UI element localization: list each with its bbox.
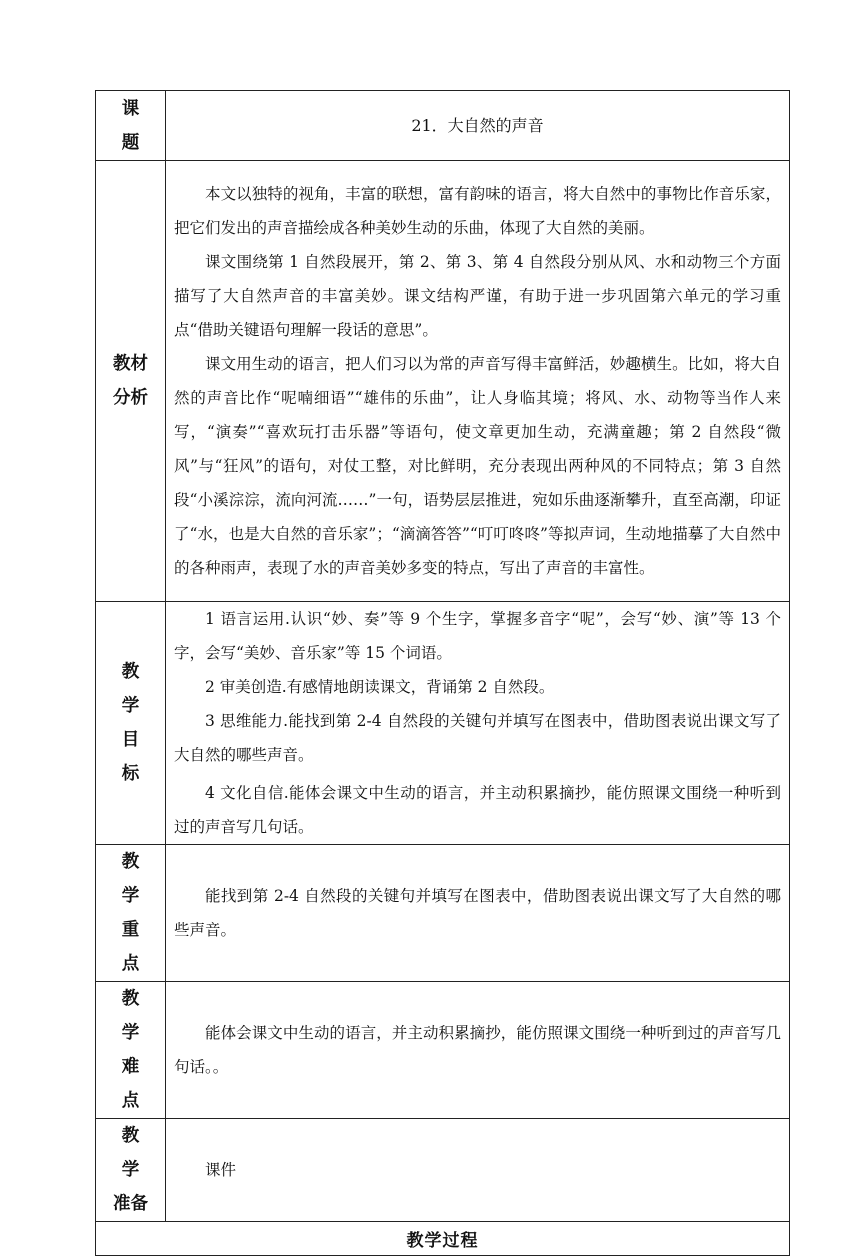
goal-item: 1 语言运用.认识“妙、奏”等 9 个生字，掌握多音字“呢”，会写“妙、演”等 13 个字，会写“美妙、音乐家”等 15 个词语。 bbox=[174, 610, 781, 662]
label-key-points: 教 学 重 点 bbox=[96, 845, 166, 982]
goal-item: 2 审美创造.有感情地朗读课文，背诵第 2 自然段。 bbox=[205, 678, 555, 696]
label-analysis: 教材 分析 bbox=[96, 161, 166, 602]
goal-item: 3 思维能力.能找到第 2-4 自然段的关键句并填写在图表中，借助图表说出课文写了大自然的哪些声音。 bbox=[174, 712, 781, 764]
analysis-content bbox=[166, 161, 790, 602]
lesson-title: 21．大自然的声音 bbox=[166, 91, 790, 161]
row-difficulties bbox=[96, 982, 790, 1119]
row-goals bbox=[96, 602, 790, 845]
analysis-paragraph: 课文用生动的语言，把人们习以为常的声音写得丰富鲜活，妙趣横生。比如，将大自然的声音比作“呢喃细语”“雄伟的乐曲”，让人身临其境；将风、水、动物等当作人来写，“演奏”“喜欢玩打击乐器”等语句，使文章更加生动，充满童趣；第 2 自然段“微风”与“狂风”的语句，对仗工整，对比鲜明，充分表现出两种风的不同特点；第 3 自然段“小溪淙淙，流向河流……”一句，语势层层推进，宛如乐曲逐渐攀升，直至高潮，印证了“水，也是大自然的音乐家”；“滴滴答答”“叮叮咚咚”等拟声词，生动地描摹了大自然中的各种雨声，表现了水的声音美妙多变的特点，写出了声音的丰富性。 bbox=[174, 355, 781, 577]
label-goals: 教 学 目 标 bbox=[96, 602, 166, 845]
lesson-plan-table bbox=[95, 90, 790, 1256]
key-points-content: 能找到第 2-4 自然段的关键句并填写在图表中，借助图表说出课文写了大自然的哪些声音。 bbox=[166, 845, 790, 982]
analysis-paragraph: 课文围绕第 1 自然段展开，第 2、第 3、第 4 自然段分别从风、水和动物三个方面描写了大自然声音的丰富美妙。课文结构严谨，有助于进一步巩固第六单元的学习重点“借助关键语句理解一段话的意思”。 bbox=[174, 253, 781, 339]
row-preparation bbox=[96, 1119, 790, 1222]
label-title: 课 题 bbox=[96, 91, 166, 161]
row-key-points bbox=[96, 845, 790, 982]
label-preparation: 教 学 准备 bbox=[96, 1119, 166, 1222]
row-process-header bbox=[96, 1222, 790, 1256]
label-difficulties: 教 学 难 点 bbox=[96, 982, 166, 1119]
goals-content bbox=[166, 602, 790, 845]
goal-item: 4 文化自信.能体会课文中生动的语言，并主动积累摘抄，能仿照课文围绕一种听到过的声音写几句话。 bbox=[174, 784, 781, 836]
row-analysis bbox=[96, 161, 790, 602]
analysis-paragraph: 本文以独特的视角，丰富的联想，富有韵味的语言，将大自然中的事物比作音乐家，把它们发出的声音描绘成各种美妙生动的乐曲，体现了大自然的美丽。 bbox=[174, 185, 781, 237]
difficulties-content: 能体会课文中生动的语言，并主动积累摘抄，能仿照课文围绕一种听到过的声音写几句话。。 bbox=[166, 982, 790, 1119]
row-title bbox=[96, 91, 790, 161]
process-header: 教学过程 bbox=[96, 1222, 790, 1256]
preparation-content: 课件 bbox=[166, 1119, 790, 1222]
